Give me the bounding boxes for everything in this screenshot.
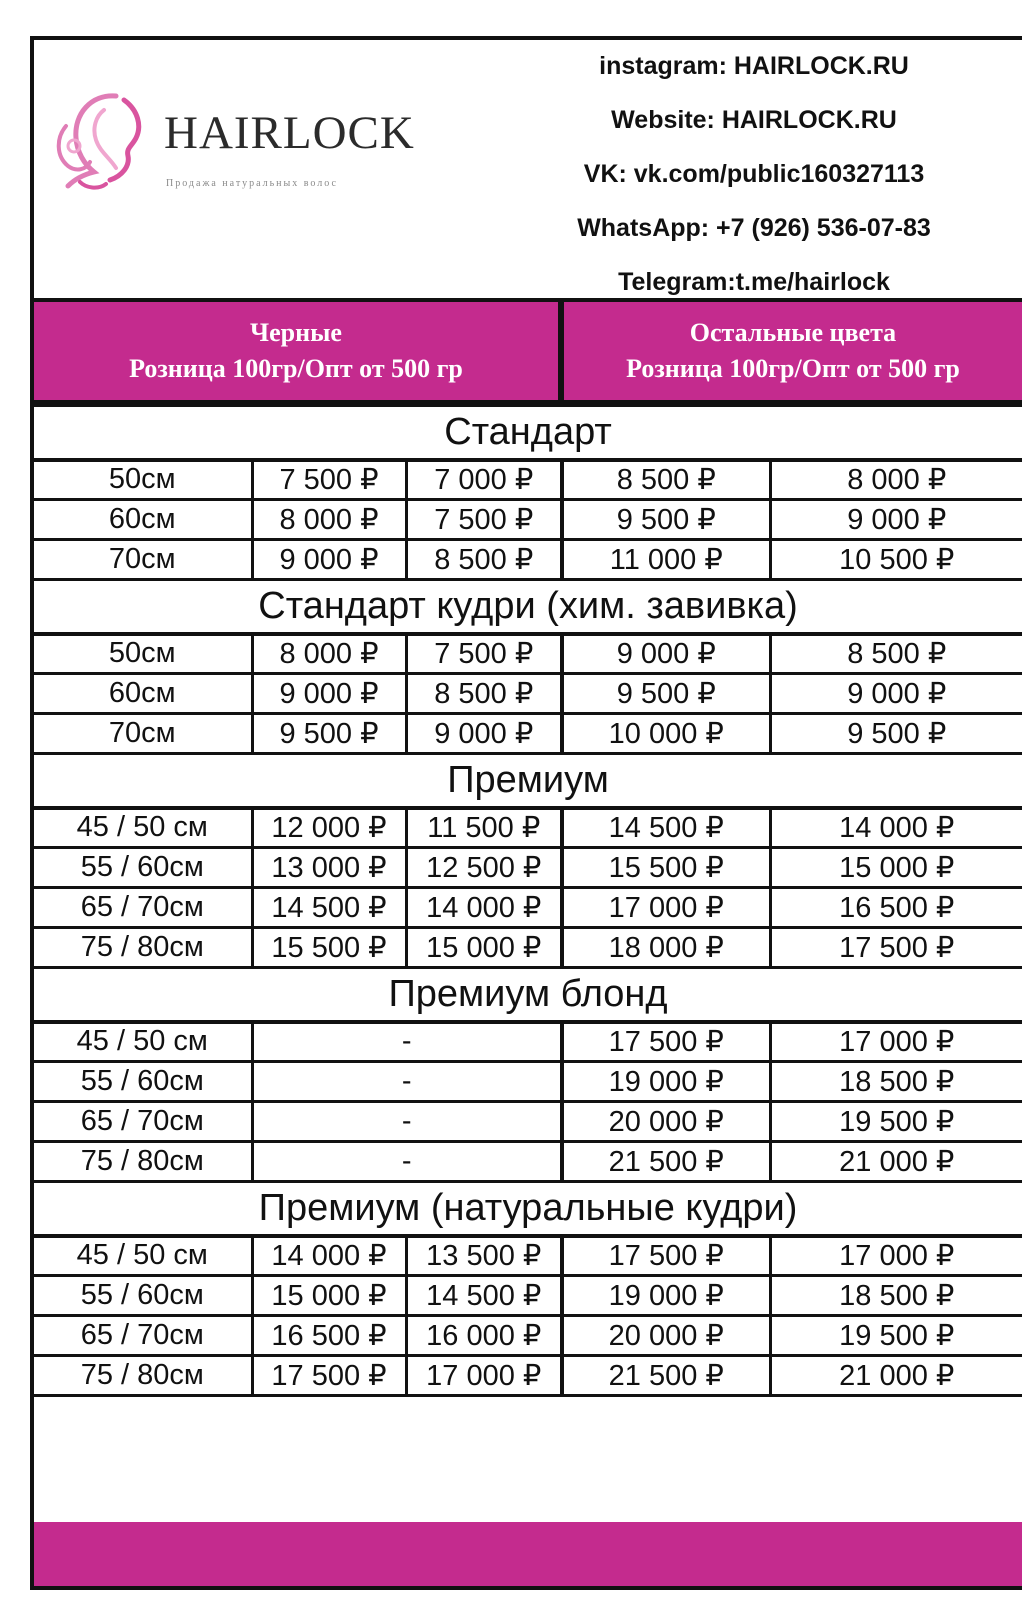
- black-na-cell: -: [252, 1102, 562, 1142]
- section-header-row: [34, 406, 1022, 460]
- table-row: [34, 928, 1022, 968]
- length-cell: 60см: [34, 500, 252, 540]
- table-row: [34, 1142, 1022, 1182]
- contact-website[interactable]: Website: HAIRLOCK.RU: [611, 106, 897, 134]
- black-retail-cell: 17 500 ₽: [252, 1356, 406, 1396]
- black-wholesale-cell: 7 500 ₽: [406, 500, 562, 540]
- black-wholesale-cell: 7 500 ₽: [406, 634, 562, 674]
- footer-band: [34, 1522, 1022, 1586]
- length-cell: 50см: [34, 460, 252, 500]
- price-table: [34, 404, 1022, 1397]
- color-retail-cell: 15 500 ₽: [562, 848, 770, 888]
- color-wholesale-cell: 18 500 ₽: [770, 1276, 1022, 1316]
- color-wholesale-cell: 19 500 ₽: [770, 1316, 1022, 1356]
- length-cell: 55 / 60см: [34, 1276, 252, 1316]
- color-retail-cell: 9 500 ₽: [562, 500, 770, 540]
- color-wholesale-cell: 17 000 ₽: [770, 1236, 1022, 1276]
- black-wholesale-cell: 8 500 ₽: [406, 674, 562, 714]
- table-row: [34, 540, 1022, 580]
- length-cell: 55 / 60см: [34, 848, 252, 888]
- length-cell: 45 / 50 см: [34, 1236, 252, 1276]
- contact-telegram[interactable]: Telegram:t.me/hairlock: [618, 268, 890, 296]
- color-wholesale-cell: 17 500 ₽: [770, 928, 1022, 968]
- black-wholesale-cell: 17 000 ₽: [406, 1356, 562, 1396]
- black-wholesale-cell: 16 000 ₽: [406, 1316, 562, 1356]
- group-black-subtitle: Розница 100гр/Опт от 500 гр: [129, 354, 463, 383]
- section-title: Стандарт: [34, 406, 1022, 460]
- color-retail-cell: 21 500 ₽: [562, 1142, 770, 1182]
- color-retail-cell: 9 500 ₽: [562, 674, 770, 714]
- color-retail-cell: 18 000 ₽: [562, 928, 770, 968]
- color-wholesale-cell: 8 000 ₽: [770, 460, 1022, 500]
- black-retail-cell: 14 000 ₽: [252, 1236, 406, 1276]
- table-row: [34, 1102, 1022, 1142]
- length-cell: 70см: [34, 540, 252, 580]
- black-wholesale-cell: 8 500 ₽: [406, 540, 562, 580]
- black-wholesale-cell: 11 500 ₽: [406, 808, 562, 848]
- color-retail-cell: 17 500 ₽: [562, 1022, 770, 1062]
- black-retail-cell: 13 000 ₽: [252, 848, 406, 888]
- color-retail-cell: 10 000 ₽: [562, 714, 770, 754]
- color-wholesale-cell: 18 500 ₽: [770, 1062, 1022, 1102]
- black-retail-cell: 8 000 ₽: [252, 500, 406, 540]
- section-header-row: [34, 580, 1022, 634]
- color-retail-cell: 20 000 ₽: [562, 1316, 770, 1356]
- contact-whatsapp[interactable]: WhatsApp: +7 (926) 536-07-83: [577, 214, 931, 242]
- header: [34, 40, 1022, 302]
- hairlock-logo: [46, 86, 416, 206]
- table-row: [34, 714, 1022, 754]
- section-title: Премиум блонд: [34, 968, 1022, 1022]
- color-wholesale-cell: 9 000 ₽: [770, 674, 1022, 714]
- length-cell: 75 / 80см: [34, 1142, 252, 1182]
- black-wholesale-cell: 7 000 ₽: [406, 460, 562, 500]
- color-retail-cell: 20 000 ₽: [562, 1102, 770, 1142]
- color-wholesale-cell: 21 000 ₽: [770, 1142, 1022, 1182]
- table-row: [34, 1236, 1022, 1276]
- length-cell: 60см: [34, 674, 252, 714]
- black-na-cell: -: [252, 1142, 562, 1182]
- black-retail-cell: 15 500 ₽: [252, 928, 406, 968]
- black-retail-cell: 9 000 ₽: [252, 540, 406, 580]
- black-wholesale-cell: 13 500 ₽: [406, 1236, 562, 1276]
- length-cell: 70см: [34, 714, 252, 754]
- table-row: [34, 1062, 1022, 1102]
- color-retail-cell: 8 500 ₽: [562, 460, 770, 500]
- color-wholesale-cell: 15 000 ₽: [770, 848, 1022, 888]
- black-wholesale-cell: 14 000 ₽: [406, 888, 562, 928]
- brand-tagline: Продажа натуральных волос: [166, 178, 338, 189]
- table-row: [34, 674, 1022, 714]
- table-row: [34, 1316, 1022, 1356]
- contact-vk[interactable]: VK: vk.com/public160327113: [583, 160, 925, 188]
- color-retail-cell: 17 000 ₽: [562, 888, 770, 928]
- color-retail-cell: 19 000 ₽: [562, 1276, 770, 1316]
- black-wholesale-cell: 9 000 ₽: [406, 714, 562, 754]
- black-retail-cell: 15 000 ₽: [252, 1276, 406, 1316]
- color-wholesale-cell: 10 500 ₽: [770, 540, 1022, 580]
- color-wholesale-cell: 19 500 ₽: [770, 1102, 1022, 1142]
- color-wholesale-cell: 21 000 ₽: [770, 1356, 1022, 1396]
- color-retail-cell: 17 500 ₽: [562, 1236, 770, 1276]
- color-wholesale-cell: 16 500 ₽: [770, 888, 1022, 928]
- group-other-colors: [564, 302, 1022, 400]
- woman-profile-icon: [46, 86, 158, 198]
- black-retail-cell: 14 500 ₽: [252, 888, 406, 928]
- length-cell: 55 / 60см: [34, 1062, 252, 1102]
- section-title: Премиум: [34, 754, 1022, 808]
- table-row: [34, 808, 1022, 848]
- group-other-subtitle: Розница 100гр/Опт от 500 гр: [626, 354, 960, 383]
- section-title: Премиум (натуральные кудри): [34, 1182, 1022, 1236]
- length-cell: 45 / 50 см: [34, 808, 252, 848]
- black-retail-cell: 12 000 ₽: [252, 808, 406, 848]
- color-retail-cell: 19 000 ₽: [562, 1062, 770, 1102]
- group-black: [34, 302, 558, 400]
- table-row: [34, 888, 1022, 928]
- black-wholesale-cell: 14 500 ₽: [406, 1276, 562, 1316]
- length-cell: 45 / 50 см: [34, 1022, 252, 1062]
- table-row: [34, 634, 1022, 674]
- color-wholesale-cell: 8 500 ₽: [770, 634, 1022, 674]
- length-cell: 65 / 70см: [34, 1316, 252, 1356]
- length-cell: 75 / 80см: [34, 928, 252, 968]
- color-retail-cell: 14 500 ₽: [562, 808, 770, 848]
- color-wholesale-cell: 9 000 ₽: [770, 500, 1022, 540]
- black-retail-cell: 8 000 ₽: [252, 634, 406, 674]
- contacts-block: [494, 44, 1014, 314]
- black-wholesale-cell: 15 000 ₽: [406, 928, 562, 968]
- black-na-cell: -: [252, 1062, 562, 1102]
- section-title: Стандарт кудри (хим. завивка): [34, 580, 1022, 634]
- contact-instagram[interactable]: instagram: HAIRLOCK.RU: [599, 52, 909, 80]
- table-row: [34, 1356, 1022, 1396]
- black-wholesale-cell: 12 500 ₽: [406, 848, 562, 888]
- black-na-cell: -: [252, 1022, 562, 1062]
- color-retail-cell: 21 500 ₽: [562, 1356, 770, 1396]
- table-row: [34, 1276, 1022, 1316]
- length-cell: 65 / 70см: [34, 888, 252, 928]
- black-retail-cell: 9 500 ₽: [252, 714, 406, 754]
- table-row: [34, 500, 1022, 540]
- length-cell: 75 / 80см: [34, 1356, 252, 1396]
- length-cell: 50см: [34, 634, 252, 674]
- column-group-header: [34, 302, 1022, 404]
- length-cell: 65 / 70см: [34, 1102, 252, 1142]
- section-header-row: [34, 1182, 1022, 1236]
- black-retail-cell: 9 000 ₽: [252, 674, 406, 714]
- section-header-row: [34, 968, 1022, 1022]
- section-header-row: [34, 754, 1022, 808]
- black-retail-cell: 16 500 ₽: [252, 1316, 406, 1356]
- price-sheet: [30, 36, 1022, 1590]
- group-black-title: Черные: [250, 318, 342, 347]
- color-wholesale-cell: 17 000 ₽: [770, 1022, 1022, 1062]
- group-other-title: Остальные цвета: [689, 318, 897, 347]
- table-row: [34, 848, 1022, 888]
- color-wholesale-cell: 14 000 ₽: [770, 808, 1022, 848]
- color-retail-cell: 9 000 ₽: [562, 634, 770, 674]
- black-retail-cell: 7 500 ₽: [252, 460, 406, 500]
- color-retail-cell: 11 000 ₽: [562, 540, 770, 580]
- color-wholesale-cell: 9 500 ₽: [770, 714, 1022, 754]
- table-row: [34, 1022, 1022, 1062]
- table-row: [34, 460, 1022, 500]
- brand-name: HAIRLOCK: [164, 107, 415, 159]
